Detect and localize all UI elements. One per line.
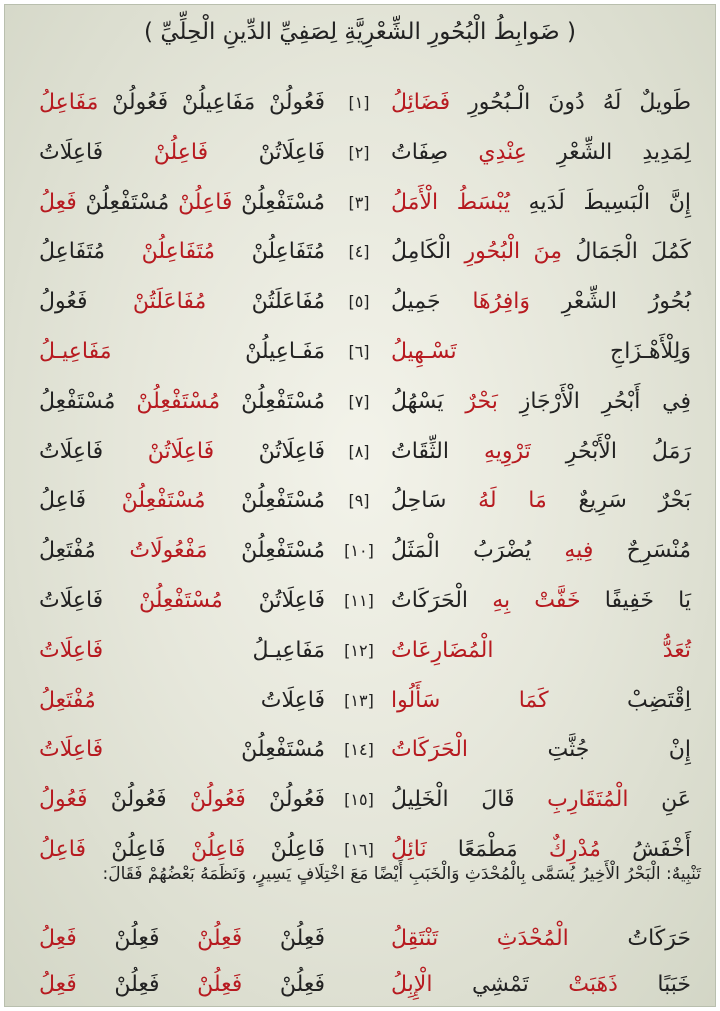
verse-text-highlight: وَافِرُهَا	[472, 289, 531, 315]
verse-text-part: الثِّقَاتُ	[391, 438, 484, 464]
verse-text-highlight: خَفَّتْ بِهِ	[492, 588, 581, 613]
verse-text-highlight: الْحَرَكَاتُ	[391, 737, 469, 763]
extra-verse-row	[5, 963, 717, 1007]
verse-text	[391, 579, 691, 623]
verse-text	[391, 380, 691, 424]
verse-text-part: أَخْفَشُ	[600, 837, 691, 862]
scansion-part: مُسْتَفْعِلُ	[39, 388, 137, 414]
verse-text-part: جَمِيلُ	[391, 289, 473, 315]
scansion-part: مُفَاعَلَتُنْ	[206, 289, 325, 315]
verse-text	[391, 828, 691, 872]
verse-scansion	[39, 181, 325, 225]
scansion-part: فَاعِلُ	[39, 488, 122, 514]
scansion-highlight: فَعُولُنْ	[189, 787, 246, 813]
verse-text-highlight: بَحْرٌ	[465, 388, 498, 414]
verse-scansion	[39, 479, 325, 523]
scansion-highlight: فَعِلُنْ	[197, 972, 243, 997]
verse-text	[391, 679, 691, 723]
verse-text-highlight: فِيهِ	[564, 538, 594, 564]
verse-row	[5, 330, 717, 374]
scansion-highlight: فَاعِلُ	[39, 837, 87, 862]
verse-row	[5, 679, 717, 723]
note-text: تَنْبِيهٌ: الْبَحْرُ الْأَخِيرُ يُسَمَّى بِالْمُحْدَثِ وَالْخَبَبِ أَيْضًا مَعَ اخْتِلَافٍ يَسِيرٍ، وَنَظَمَهُ بَعْضُهُمْ فَقَالَ:	[102, 864, 701, 884]
scansion-highlight: مَفَاعِلُ	[39, 90, 99, 115]
verse-number: [٥]	[348, 292, 370, 312]
verse-row	[5, 629, 717, 673]
verse-text-part: سَاحِلُ	[391, 488, 479, 514]
verse-text	[391, 230, 691, 274]
scansion-part: مُتَفَاعِلُ	[39, 239, 142, 265]
scansion-part: فَاعِلَاتُ	[39, 139, 154, 165]
verse-text-part: مُنْسَرِحٌ	[593, 538, 692, 564]
verse-scansion	[39, 629, 325, 673]
verse-text	[391, 529, 691, 573]
scansion-highlight: مُسْتَفْعِلُنْ	[139, 588, 223, 613]
verse-row	[5, 579, 717, 623]
verse-row	[5, 430, 717, 474]
verse-number: [٦]	[348, 342, 370, 361]
verse-text-part: خَبَبًا	[617, 972, 691, 997]
scansion-part: فَاعِلَاتُنْ	[214, 438, 325, 464]
verse-number: [١٦]	[344, 840, 374, 859]
scansion-part: مُسْتَفْعِلُنْ	[76, 189, 179, 215]
verse-row	[5, 131, 717, 175]
verse-text-highlight: عِنْدِي	[478, 139, 527, 165]
verse-text	[391, 917, 691, 961]
scansion-highlight: فَاعِلُنْ	[190, 837, 246, 862]
scansion-part: فَاعِلَاتُ	[39, 438, 148, 464]
scansion-part: فَعُولُنْ	[245, 787, 325, 813]
verse-row	[5, 181, 717, 225]
scansion-highlight: مُفْتَعِلُ	[39, 687, 96, 713]
scansion-part: مَفَـاعِيلُنْ	[111, 339, 325, 364]
verse-text	[391, 430, 691, 474]
verse-scansion	[39, 280, 325, 324]
scansion-part: فَعُولُنْ	[87, 787, 190, 813]
verse-text-part: اِقْتَضِبْ	[548, 687, 691, 713]
verse-text-part: وَلِلْأَهْـزَاجِ	[456, 339, 691, 364]
verse-text-part: كَمُلَ الْجَمَالُ	[562, 239, 692, 265]
scansion-highlight: فَعِلُ	[39, 189, 77, 215]
verse-row	[5, 380, 717, 424]
verse-scansion	[39, 529, 325, 573]
verse-number: [١٤]	[344, 740, 374, 760]
scansion-highlight: مُتَفَاعِلُنْ	[141, 239, 216, 265]
verse-scansion	[39, 380, 325, 424]
verse-text	[391, 728, 691, 772]
verse-number: [٩]	[348, 491, 370, 511]
verse-text-highlight: كَمَا سَأَلُوا	[391, 687, 549, 713]
scansion-part: فَاعِلَاتُنْ	[222, 588, 325, 613]
scansion-part: فَعِلُنْ	[242, 926, 325, 951]
scansion-highlight: فَاعِلَاتُنْ	[147, 438, 215, 464]
verse-text	[391, 629, 691, 673]
verse-text-highlight: مُدْرِكٌ	[548, 837, 601, 862]
scansion-highlight: فَعِلُنْ	[197, 926, 243, 951]
verse-text-part: رَمَلُ الْأَبْحُرِ	[530, 438, 691, 464]
scansion-part: مُفْتَعِلُ	[39, 538, 130, 564]
scansion-part: فَعِلُنْ	[76, 972, 198, 997]
verse-scansion	[39, 230, 325, 274]
verse-text-part: يُضْرَبُ الْمَثَلُ	[391, 538, 565, 564]
scansion-highlight: فَاعِلُنْ	[178, 189, 233, 215]
verse-text-highlight: ذَهَبَتْ	[568, 972, 618, 997]
scansion-part: فَاعِلَاتُ	[95, 687, 325, 713]
verse-number: [١٥]	[344, 790, 374, 810]
verse-text	[391, 181, 691, 225]
verse-text-part: حَرَكَاتُ	[568, 926, 691, 951]
verse-text-part: يَا خَفِيفًا	[580, 588, 691, 613]
verse-number: [١]	[348, 93, 370, 112]
scansion-highlight: مُسْتَفْعِلُنْ	[121, 488, 206, 514]
verse-text-part: صِفَاتُ	[391, 139, 479, 165]
scansion-part: فَعِلُنْ	[242, 972, 325, 997]
scansion-part: مُسْتَفْعِلُنْ	[103, 737, 325, 763]
verse-text	[391, 81, 691, 125]
scansion-part: فَعُولُنْ مَفَاعِيلُنْ فَعُولُنْ	[98, 90, 325, 115]
scansion-part: مُسْتَفْعِلُنْ	[205, 488, 325, 514]
scansion-highlight: فَاعِلَاتُ	[39, 737, 104, 763]
verse-scansion	[39, 828, 325, 872]
verse-scansion	[39, 963, 325, 1007]
verse-text	[391, 280, 691, 324]
extra-verse-row	[5, 917, 717, 961]
scansion-part: مُسْتَفْعِلُنْ	[220, 388, 325, 414]
verse-text	[391, 963, 691, 1007]
verse-number: [١٢]	[344, 640, 374, 660]
scansion-part: مُسْتَفْعِلُنْ	[232, 189, 325, 215]
verse-text-part: إِنْ جُثَّتِ	[468, 737, 691, 763]
scansion-highlight: مَفَاعِيـلُ	[39, 339, 112, 364]
verse-scansion	[39, 131, 325, 175]
verse-scansion	[39, 430, 325, 474]
scansion-highlight: مَفْعُولَاتُ	[129, 538, 208, 564]
verse-row	[5, 529, 717, 573]
verse-scansion	[39, 679, 325, 723]
verse-text-highlight: تَرْوِيهِ	[484, 438, 531, 464]
verse-number: [٧]	[348, 391, 370, 411]
scansion-highlight: فَعُولُ	[39, 787, 88, 813]
verse-text-part: لِمَدِيدِ الشِّعْرِ	[526, 139, 691, 165]
scansion-highlight: فَعِلُ	[39, 972, 77, 997]
scansion-highlight: فَاعِلَاتُ	[39, 637, 104, 663]
verse-text-part: عَنِ	[628, 787, 691, 813]
verse-text-highlight: مِنَ الْبُحُورِ	[464, 239, 563, 265]
verse-text-highlight: نَائِلُ	[391, 837, 427, 862]
verse-text-highlight: الْمُحْدَثِ تَنْتَقِلُ	[391, 926, 569, 951]
scansion-highlight: فَعِلُ	[39, 926, 77, 951]
verse-text-part: إِنَّ الْبَسِيطَ لَدَيهِ	[510, 189, 691, 215]
verse-text-part: الْحَرَكَاتُ	[391, 588, 493, 613]
verse-text	[391, 479, 691, 523]
verse-text	[391, 330, 691, 374]
verse-text	[391, 131, 691, 175]
scansion-part: فَاعِلَاتُ	[39, 588, 139, 613]
scansion-highlight: مُسْتَفْعِلُنْ	[136, 388, 221, 414]
scansion-highlight: فَاعِلُنْ	[153, 139, 209, 165]
verse-number: [٨]	[348, 441, 370, 461]
verse-number: [٣]	[348, 192, 370, 212]
scansion-part: فَعُولُ	[39, 289, 133, 315]
poem-sheet	[4, 4, 716, 1007]
verse-text-part: قَالَ الْخَلِيلُ	[391, 787, 548, 813]
verse-text-highlight: الْإِبِلُ	[391, 972, 433, 997]
verse-text-part: الْكَامِلُ	[391, 239, 465, 265]
verse-text-highlight: مَا لَهُ	[478, 488, 547, 514]
verse-text-highlight: تُعَدُّ الْمُضَارِعَاتُ	[391, 637, 691, 663]
verse-number: [٢]	[348, 142, 370, 162]
scansion-part: مُسْتَفْعِلُنْ	[207, 538, 325, 564]
verse-text-part: طَويلٌ لَهُ دُونَ الْـبُحُورِ	[450, 90, 691, 115]
verse-text-highlight: الْمُتَقَارِبِ	[547, 787, 629, 813]
verse-row	[5, 479, 717, 523]
page-title: ( ضَوابِطُ الْبُحُورِ الشِّعْرِيَّةِ لِصَفِيِّ الدِّينِ الْحِلِّيِّ )	[144, 19, 576, 45]
verse-row	[5, 230, 717, 274]
verse-text-highlight: يُبْسَطُ الْأَمَلُ	[391, 189, 511, 215]
verse-scansion	[39, 728, 325, 772]
verse-row	[5, 280, 717, 324]
verse-scansion	[39, 917, 325, 961]
verse-number: [١١]	[344, 591, 374, 610]
verse-scansion	[39, 579, 325, 623]
verse-number: [١٠]	[344, 541, 374, 561]
verse-row	[5, 828, 717, 872]
scansion-part: فَعِلُنْ	[76, 926, 198, 951]
verse-text-part: تَمْشِي	[432, 972, 569, 997]
verse-row	[5, 728, 717, 772]
verse-text-part: مَطْمَعًا	[426, 837, 549, 862]
scansion-part: مُتَفَاعِلُنْ	[215, 239, 325, 265]
scansion-part: فَاعِلُنْ	[245, 837, 325, 862]
verse-text-part: فِي أَبْحُرِ الْأَرْجَازِ	[497, 388, 691, 414]
verse-text-highlight: تَسْـهِيلُ	[391, 339, 457, 364]
verse-row	[5, 81, 717, 125]
verse-text-highlight: فَضَائِلُ	[391, 90, 451, 115]
verse-scansion	[39, 330, 325, 374]
verse-number: [٤]	[348, 242, 370, 262]
scansion-part: فَاعِلَاتُنْ	[208, 139, 325, 165]
scansion-part: مَفَاعِيـلُ	[103, 637, 325, 663]
verse-scansion	[39, 81, 325, 125]
verse-text-part: بَحْرٌ سَرِيعٌ	[546, 488, 692, 514]
scansion-part: فَاعِلُنْ	[86, 837, 191, 862]
scansion-highlight: مُفَاعَلَتُنْ	[132, 289, 207, 315]
verse-number: [١٣]	[344, 690, 374, 710]
verse-text-part: يَسْهُلُ	[391, 388, 466, 414]
verse-text-part: بُحُورُ الشِّعْرِ	[530, 289, 691, 315]
